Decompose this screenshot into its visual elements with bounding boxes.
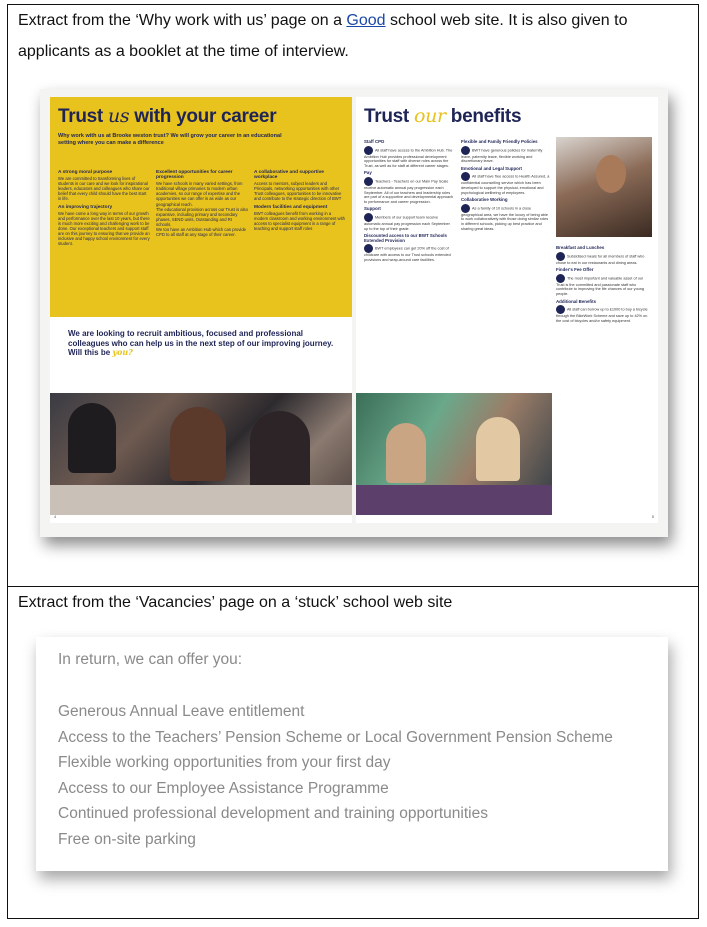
photo-person (68, 403, 116, 473)
career-column (156, 167, 248, 246)
benefit-heading: Finder's Fee Offer (556, 267, 594, 273)
benefit-text: All staff have access to the Ambition Hub. The Ambition Hub provides professional development opportunities for staff with diverse roles across the Trust, as well as for staff at different career stages. (364, 148, 453, 168)
benefit-text: Teachers - Teachers on our Main Pay Scale receive automatic annual pay progression each September. All of our teachers and leadership roles are part of a supportive and developmental approach to performance and career progression. (364, 179, 454, 204)
booklet-left-page (50, 97, 352, 523)
benefit-icon (364, 244, 373, 253)
benefits-column (364, 137, 455, 263)
offer-item: Flexible working opportunities from your first day (58, 754, 391, 772)
career-title-b: with your career (129, 106, 277, 127)
benefit-heading: Emotional and Legal Support (461, 165, 522, 171)
benefit-text: All staff can borrow up to £1000 to buy a bicycle through the BikeWork Scheme and save up to 42% on the cost of bicycles and/or safety equipment. (556, 307, 648, 323)
benefit-text: Subsidised meals for all members of staff who chose to eat in our restaurants and dining areas. (556, 254, 645, 265)
benefit-text: All staff have free access to Health Assured, a confidential counselling service which has been developed to support the physical, emotional and psychological wellbeing of employees. (461, 174, 550, 195)
photo-person (170, 407, 226, 481)
offer-item: Access to the Teachers’ Pension Scheme or Local Government Pension Scheme (58, 728, 613, 746)
career-title (58, 105, 344, 128)
benefit-icon (364, 213, 373, 222)
benefit-text: BWT employees can get 20% off the cost of childcare with access to our Trust schools extended provisions and wrap-around care facilities. (364, 246, 451, 262)
caption-text-end: school web site. It is also given to applicants as a booklet at the time of interview. (18, 12, 628, 60)
career-text: We too have an Ambition Hub which can provide CPD to all staff at any stage of their career. (156, 227, 247, 238)
offer-item: Continued professional development and training opportunities (58, 805, 488, 823)
benefit-heading: Pay (364, 170, 372, 176)
staff-group-photo (50, 393, 352, 515)
career-text: Access to mentors, subject leaders and Principals, networking opportunities with other Trust colleagues, opportunities to be innovative and contribute to the strategic direction of BWT (254, 181, 342, 202)
benefit-heading: Collaborative Working (461, 197, 508, 203)
vacancies-offer-card (36, 637, 668, 871)
extract-good-cell (8, 5, 698, 587)
benefit-text: BWT have generous policies for maternity leave, paternity leave, flexible working and discretionary leave. (461, 148, 543, 164)
benefit-icon (556, 274, 565, 283)
photo-face (596, 155, 626, 193)
benefit-text: As a family of 10 schools in a close geographical area, we have the luxury of being able to work collaboratively with those doing similar roles in different schools, picking up best practice and sharing great ideas. (461, 206, 549, 231)
recruit-you: you? (112, 347, 133, 357)
career-heading: A strong moral purpose (58, 170, 113, 175)
benefit-icon (364, 146, 373, 155)
career-heading: A collaborative and supportive workplace (254, 170, 324, 181)
career-column (58, 167, 150, 246)
benefit-icon (461, 204, 470, 213)
photo-person (250, 411, 310, 491)
comparison-table (7, 4, 699, 919)
classroom-photo (356, 393, 552, 515)
career-column (254, 167, 346, 246)
benefits-title-a: Trust (364, 106, 414, 127)
offer-item: Generous Annual Leave entitlement (58, 703, 305, 720)
offer-item: Access to our Employee Assistance Programme (58, 779, 389, 797)
offer-list (58, 699, 613, 853)
career-text: We have schools in many varied settings, from traditional village primaries to modern urban academies, so our range of expertise and the opportunities we can offer is as wide as our geographical reach. (156, 181, 243, 207)
extract-stuck-cell (8, 587, 698, 918)
career-title-a: Trust (58, 106, 108, 127)
photo-desk (50, 485, 352, 515)
career-text: The educational provision across our Trust is also expansive, including primary and secondary phases, SEND units, Outstanding and RI schools. (156, 206, 248, 227)
benefits-column (461, 137, 552, 263)
benefit-icon (556, 305, 565, 314)
career-text: We are committed to transforming lives of students in our care and we look for inspirational leaders, educators and colleagues who share our belief that every child should have the best start in life. (58, 176, 150, 202)
benefit-heading: Discounted access to our BWT Schools Extended Provision (364, 233, 447, 243)
good-link-text: Good (346, 12, 386, 29)
extract-stuck-caption: Extract from the ‘Vacancies’ page on a ‘stuck’ school web site (18, 594, 453, 611)
benefits-title-b: benefits (445, 106, 522, 127)
career-text: We have come a long way in terms of our growth and performance over the last 10 years, but there is much more exciting and challenging work to be done. Our exceptional teachers and support staff are on this journey to ensuring that we provide an inclusive and happy school environment for every student. (58, 210, 150, 247)
benefits-title (364, 105, 521, 128)
career-title-script: us (107, 105, 130, 127)
recruit-statement (50, 317, 352, 393)
photo-student (386, 423, 426, 483)
photo-table (356, 485, 552, 515)
offer-item: Free on-site parking (58, 830, 196, 848)
benefits-side-column (556, 243, 652, 323)
career-heading: An improving trajectory (58, 204, 113, 210)
career-text: BWT colleagues benefit from working in a modern classroom and working environment with access to specialist equipment in a range of teaching and support staff roles (254, 210, 346, 231)
benefit-icon (364, 177, 373, 186)
benefit-icon (556, 252, 565, 261)
smiling-teacher-photo (556, 137, 652, 237)
benefits-title-script: our (413, 105, 446, 127)
photo-student (476, 417, 520, 481)
benefit-heading: Flexible and Family Friendly Policies (461, 139, 538, 144)
booklet-right-page (356, 97, 658, 523)
career-heading: Modern facilities and equipment (254, 204, 328, 210)
recruit-text: We are looking to recruit ambitious, focused and professional colleagues who can help us in the next step of our improving journey. Will this be (68, 329, 334, 357)
benefit-text: The most important and valuable asset of our Trust is the committed and passionate staff who contribute to improving the life chances of our young people. (556, 276, 645, 296)
benefit-heading: Additional Benefits (556, 298, 597, 304)
career-heading: Excellent opportunities for career progression (156, 170, 233, 181)
career-subtitle: Why work with us at Brooke weston trust? We will grow your career in an educational setting where you can make a difference (58, 133, 282, 146)
page-number: 4 (54, 514, 57, 519)
benefit-heading: Support (364, 206, 381, 212)
benefit-icon (461, 146, 470, 155)
extract-good-caption (18, 5, 690, 67)
booklet-spread-image (40, 89, 668, 537)
benefit-text: Members of our support team receive automatic annual pay progression each September up to the top of their grade. (364, 215, 450, 231)
benefits-columns (364, 137, 552, 263)
benefit-heading: Staff CPD (364, 139, 385, 144)
benefit-heading: Breakfast and Lunches (556, 245, 605, 250)
career-columns (58, 167, 346, 246)
benefit-icon (461, 172, 470, 181)
offer-intro: In return, we can offer you: (58, 651, 243, 668)
caption-text-start: Extract from the ‘Why work with us’ page on a (18, 12, 347, 29)
page-number: 5 (651, 514, 654, 519)
